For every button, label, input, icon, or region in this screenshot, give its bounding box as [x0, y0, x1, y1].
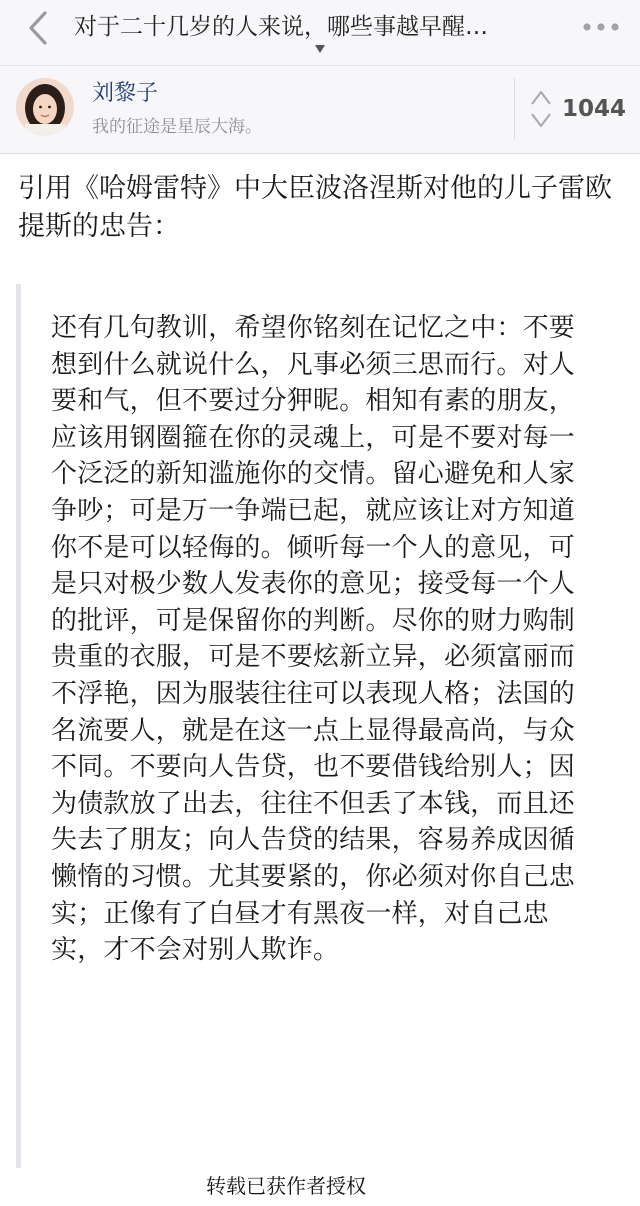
caret-down-icon[interactable] [314, 44, 326, 54]
author-bio: 我的征途是星辰大海。 [92, 117, 262, 137]
vote-count: 1044 [562, 96, 627, 122]
avatar[interactable] [16, 78, 74, 136]
vote-arrows-icon [530, 86, 552, 132]
top-nav-bar [0, 0, 640, 66]
vote-button[interactable] [520, 78, 632, 140]
question-title[interactable]: 对于二十几岁的人来说，哪些事越早醒… [74, 14, 488, 40]
repost-note: 转载已获作者授权 [206, 1174, 366, 1198]
blockquote [16, 284, 624, 1168]
more-button[interactable] [578, 12, 624, 42]
avatar-portrait-icon [16, 78, 74, 136]
answer-content [0, 154, 640, 1206]
answer-intro: 引用《哈姆雷特》中大臣波洛涅斯对他的儿子雷欧提斯的忠告： [18, 173, 612, 242]
quote-text: 还有几句教训，希望你铭刻在记忆之中：不要想到什么就说什么，凡事必须三思而行。对人要和气，但不要过分狎昵。相知有素的朋友，应该用钢圈箍在你的灵魂上，可是不要对每一个泛泛的新知滥施你的交情。留心避免和人家争吵；可是万一争端已起，就应该让对方知道你不是可以轻侮的。倾听每一个人的意见，可是只对极少数人发表你的意见；接受每一个人的批评，可是保留你的判断。尽你的财力购制贵重的衣服，可是不要炫新立异，必须富丽而不浮艳，因为服装往往可以表现人格；法国的名流要人，就是在这一点上显得最高尚，与众不同。不要向人告贷，也不要借钱给别人；因为债款放了出去，往往不但丢了本钱，而且还失去了朋友；向人告贷的结果，容易养成因循懒惰的习惯。尤其要紧的，你必须对你自己忠实；正像有了白昼才有黑夜一样，对自己忠实，才不会对别人欺诈。 [51, 313, 576, 966]
back-arrow-icon [27, 10, 49, 46]
back-button[interactable] [18, 8, 58, 48]
more-dots-icon [581, 22, 621, 32]
author-bar [0, 66, 640, 154]
divider [514, 78, 515, 140]
author-name[interactable]: 刘黎子 [92, 81, 159, 106]
